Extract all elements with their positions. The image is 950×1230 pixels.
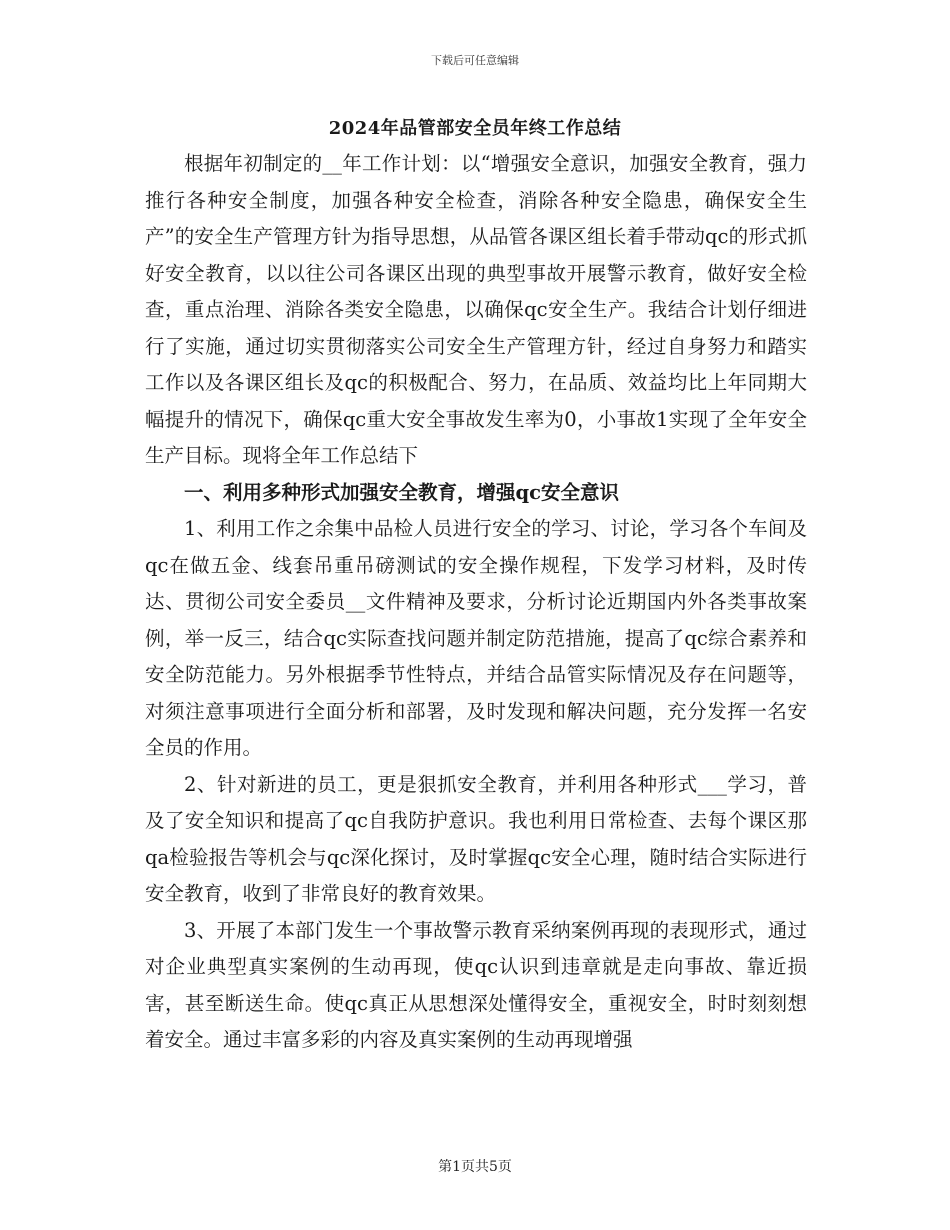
- intro-paragraph: 根据年初制定的__年工作计划：以“增强安全意识，加强安全教育，强力推行各种安全制度，加强各种安全检查，消除各种安全隐患，确保安全生产”的安全生产管理方针为指导思想，从品管各课区组长着手带动qc的形式抓好安全教育，以以往公司各课区出现的典型事故开展警示教育，做好安全检查，重点治理、消除各类安全隐患，以确保qc安全生产。我结合计划仔细进行了实施，通过切实贯彻落实公司安全生产管理方针，经过自身努力和踏实工作以及各课区组长及qc的积极配合、努力，在品质、效益均比上年同期大幅提升的情况下，确保qc重大安全事故发生率为0，小事故1实现了全年安全生产目标。现将全年工作总结下: [145, 152, 807, 467]
- section-heading: 一、利用多种形式加强安全教育，增强qc安全意识: [184, 480, 620, 504]
- paragraph-1: 1、利用工作之余集中品检人员进行安全的学习、讨论，学习各个车间及qc在做五金、线套吊重吊磅测试的安全操作规程，下发学习材料，及时传达、贯彻公司安全委员__文件精神及要求，分析讨论近期国内外各类事故案例，举一反三，结合qc实际查找问题并制定防范措施，提高了qc综合素养和安全防范能力。另外根据季节性特点，并结合品管实际情况及存在问题等，对须注意事项进行全面分析和部署，及时发现和解决问题，充分发挥一名安全员的作用。: [145, 517, 807, 759]
- document-body: [145, 146, 807, 1059]
- paragraph-2: 2、针对新进的员工，更是狠抓安全教育，并利用各种形式___学习，普及了安全知识和提高了qc自我防护意识。我也利用日常检查、去每个课区那qa检验报告等机会与qc深化探讨，及时掌握qc安全心理，随时结合实际进行安全教育，收到了非常良好的教育效果。: [145, 772, 807, 905]
- document-title: 2024年品管部安全员年终工作总结: [328, 118, 622, 139]
- page-number: 第1页共5页: [438, 1159, 512, 1175]
- paragraph-3: 3、开展了本部门发生一个事故警示教育采纳案例再现的表现形式，通过对企业典型真实案例的生动再现，使qc认识到违章就是走向事故、靠近损害，甚至断送生命。使qc真正从思想深处懂得安全，重视安全，时时刻刻想着安全。通过丰富多彩的内容及真实案例的生动再现增强: [145, 918, 807, 1051]
- header-note: 下载后可任意编辑: [431, 54, 519, 67]
